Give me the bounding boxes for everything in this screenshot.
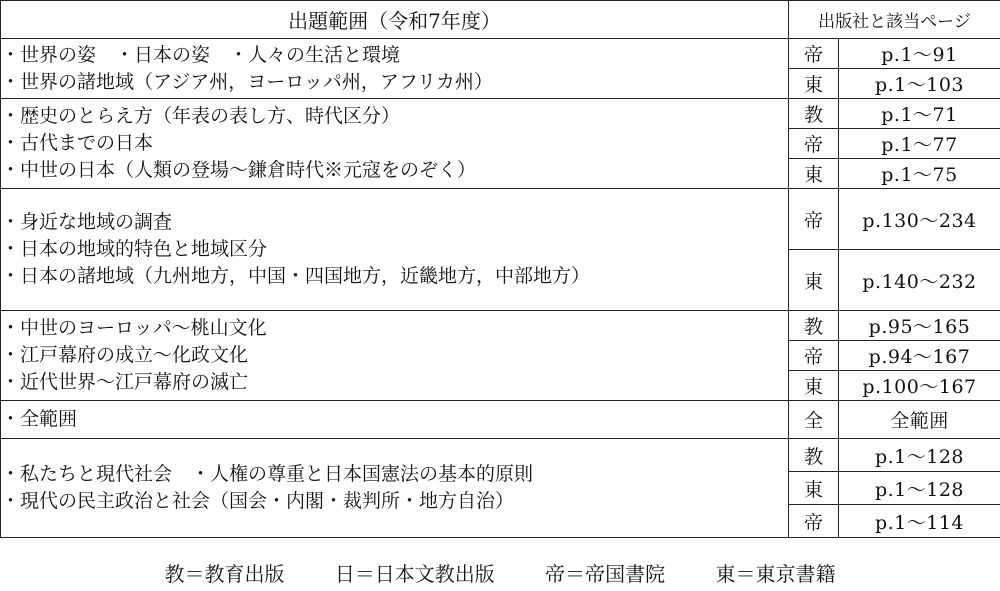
table-row	[1, 439, 1000, 472]
legend-item: 帝＝帝国書院	[545, 562, 666, 586]
range-cell	[1, 99, 789, 189]
range-cell	[1, 311, 789, 401]
range-cell	[1, 39, 789, 99]
pages-cell: p.130〜234	[839, 189, 1000, 250]
publisher-cell: 教	[789, 99, 839, 129]
publisher-cell: 帝	[789, 189, 839, 250]
pages-cell: 全範囲	[839, 401, 1000, 439]
publisher-cell: 全	[789, 401, 839, 439]
range-line: ・歴史のとらえ方（年表の表し方、時代区分）	[1, 105, 401, 127]
publisher-cell: 教	[789, 311, 839, 341]
legend-item: 日＝日本文教出版	[334, 562, 495, 586]
publisher-cell: 帝	[789, 505, 839, 538]
range-line: ・近代世界〜江戸幕府の滅亡	[1, 371, 249, 393]
range-line: ・身近な地域の調査	[1, 211, 173, 233]
publisher-cell: 帝	[789, 341, 839, 371]
publisher-cell: 東	[789, 371, 839, 401]
range-line: ・古代までの日本	[1, 132, 154, 154]
range-line: ・日本の諸地域（九州地方，中国・四国地方，近畿地方，中部地方）	[1, 265, 591, 287]
pages-cell: p.1〜128	[839, 439, 1000, 472]
table-row	[1, 311, 1000, 341]
pages-cell: p.95〜165	[839, 311, 1000, 341]
range-line: ・中世のヨーロッパ〜桃山文化	[1, 317, 267, 339]
pages-cell: p.1〜128	[839, 472, 1000, 505]
range-line: ・全範囲	[1, 408, 78, 430]
table-header-row	[1, 1, 1000, 39]
publisher-legend	[0, 557, 1000, 591]
publisher-cell: 東	[789, 159, 839, 189]
pages-cell: p.100〜167	[839, 371, 1000, 401]
range-line: ・世界の諸地域（アジア州，ヨーロッパ州，アフリカ州）	[1, 70, 493, 93]
publisher-cell: 教	[789, 439, 839, 472]
legend-item: 教＝教育出版	[164, 562, 285, 586]
publisher-cell: 東	[789, 472, 839, 505]
range-column-header: 出題範囲（令和7年度）	[1, 1, 789, 39]
pages-cell: p.1〜77	[839, 129, 1000, 159]
pages-cell: p.1〜71	[839, 99, 1000, 129]
table-row	[1, 99, 1000, 129]
pages-cell: p.1〜103	[839, 69, 1000, 99]
range-line: ・現代の民主政治と社会（国会・内閣・裁判所・地方自治）	[1, 490, 515, 512]
publisher-cell: 帝	[789, 129, 839, 159]
pages-cell: p.140〜232	[839, 250, 1000, 311]
legend-item: 東＝東京書籍	[715, 562, 836, 586]
range-line: ・私たちと現代社会 ・人権の尊重と日本国憲法の基本的原則	[1, 463, 534, 485]
publisher-pages-column-header: 出版社と該当ページ	[789, 1, 1000, 39]
pages-cell: p.1〜114	[839, 505, 1000, 538]
range-cell	[1, 439, 789, 538]
range-cell	[1, 401, 789, 439]
pages-cell: p.1〜91	[839, 39, 1000, 69]
publisher-cell: 東	[789, 250, 839, 311]
pages-cell: p.94〜167	[839, 341, 1000, 371]
range-line: ・日本の地域的特色と地域区分	[1, 238, 268, 260]
table-row	[1, 39, 1000, 69]
publisher-cell: 帝	[789, 39, 839, 69]
table-row	[1, 189, 1000, 250]
range-cell	[1, 189, 789, 311]
range-line: ・江戸幕府の成立〜化政文化	[1, 344, 249, 366]
publisher-cell: 東	[789, 69, 839, 99]
pages-cell: p.1〜75	[839, 159, 1000, 189]
range-line: ・世界の姿 ・日本の姿 ・人々の生活と環境	[1, 43, 401, 66]
table-row	[1, 401, 1000, 439]
range-line: ・中世の日本（人類の登場〜鎌倉時代※元寇をのぞく）	[1, 159, 477, 181]
